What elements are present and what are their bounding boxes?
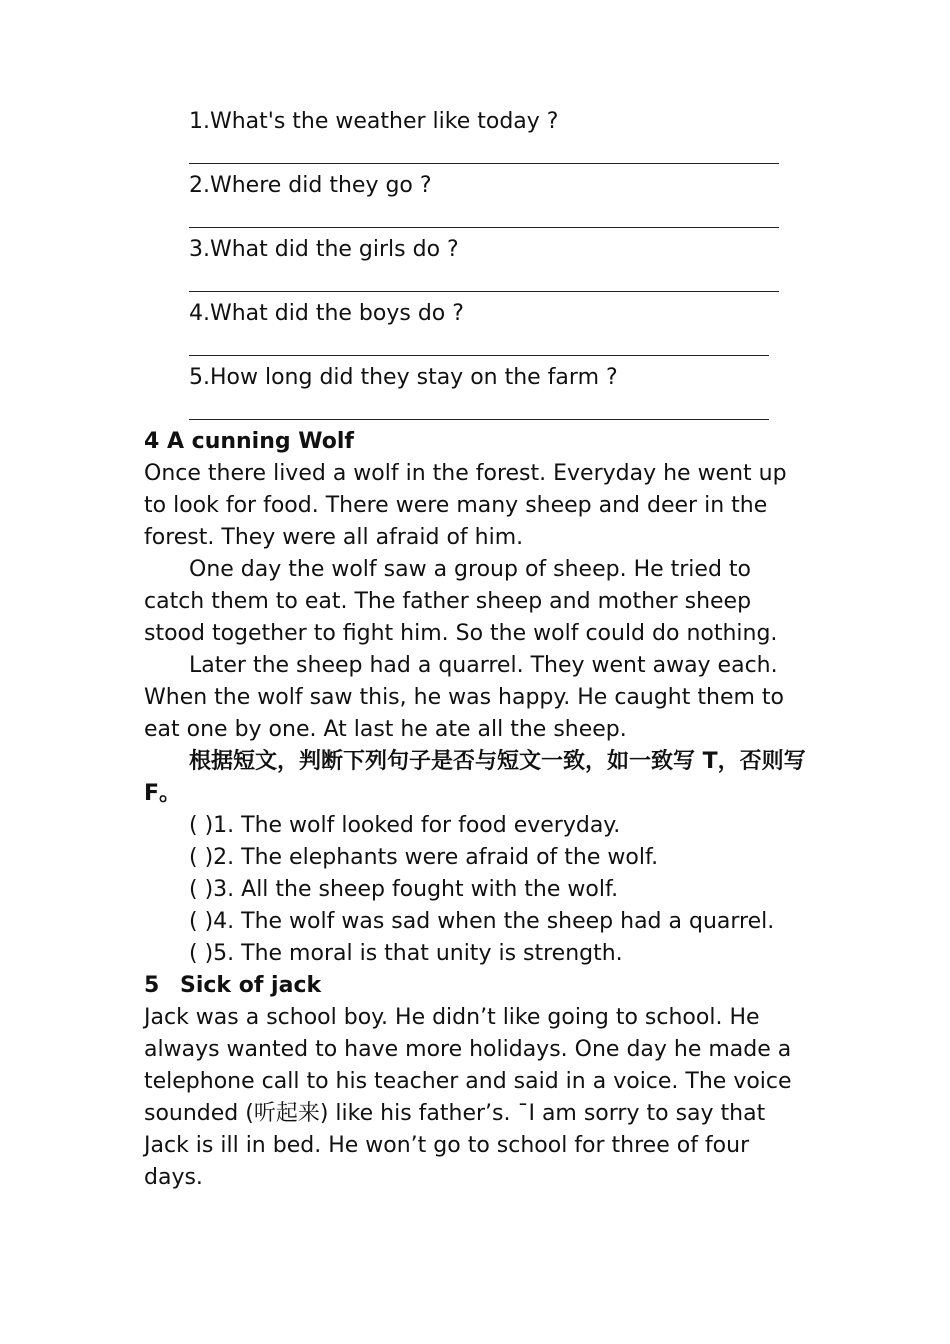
section-4-paragraph-3: Later the sheep had a quarrel. They went away each. When the wolf saw this, he was happy. He caught them to eat one by one. At last he ate all the sheep. <box>144 653 784 742</box>
answer-line-3[interactable] <box>189 266 810 298</box>
section-5-heading <box>144 970 810 1002</box>
section-4-paragraph-2: One day the wolf saw a group of sheep. He tried to catch them to eat. The father sheep and mother sheep stood together to fight him. So the wolf could do nothing. <box>144 557 778 646</box>
tf-item-3: ( )3. All the sheep fought with the wolf. <box>189 877 619 902</box>
tf-item-2: ( )2. The elephants were afraid of the wolf. <box>189 845 659 870</box>
answer-line-5[interactable] <box>189 394 810 426</box>
true-false-instruction: 根据短文，判断下列句子是否与短文一致，如一致写 T，否则写 F。 <box>144 749 806 806</box>
answer-line-2[interactable] <box>189 202 810 234</box>
section-4-paragraph-1: Once there lived a wolf in the forest. Everyday he went up to look for food. There were many sheep and deer in the forest. They were all afraid of him. <box>144 461 787 550</box>
answer-line-4[interactable] <box>189 330 810 362</box>
document-page <box>144 106 810 1194</box>
tf-item-5: ( )5. The moral is that unity is strength. <box>189 941 623 966</box>
question-2: 2.Where did they go ? <box>189 173 432 198</box>
section-4-title: 4 A cunning Wolf <box>144 429 354 454</box>
question-1: 1.What's the weather like today ? <box>189 109 559 134</box>
tf-item-4: ( )4. The wolf was sad when the sheep had a quarrel. <box>189 909 775 934</box>
section-5-title: Sick of jack <box>180 973 322 998</box>
section-5-number: 5 <box>144 973 160 998</box>
question-3: 3.What did the girls do ? <box>189 237 459 262</box>
section-5-paragraph: Jack was a school boy. He didn’t like going to school. He always wanted to have more holidays. One day he made a telephone call to his teacher and said in a voice. The voice sounded (听起来) like his father’s. ¯I am sorry to say that Jack is ill in bed. He won’t go to school for three of four days. <box>144 1005 792 1190</box>
question-5: 5.How long did they stay on the farm ? <box>189 365 618 390</box>
answer-line-1[interactable] <box>189 138 810 170</box>
question-4: 4.What did the boys do ? <box>189 301 464 326</box>
tf-item-1: ( )1. The wolf looked for food everyday. <box>189 813 621 838</box>
